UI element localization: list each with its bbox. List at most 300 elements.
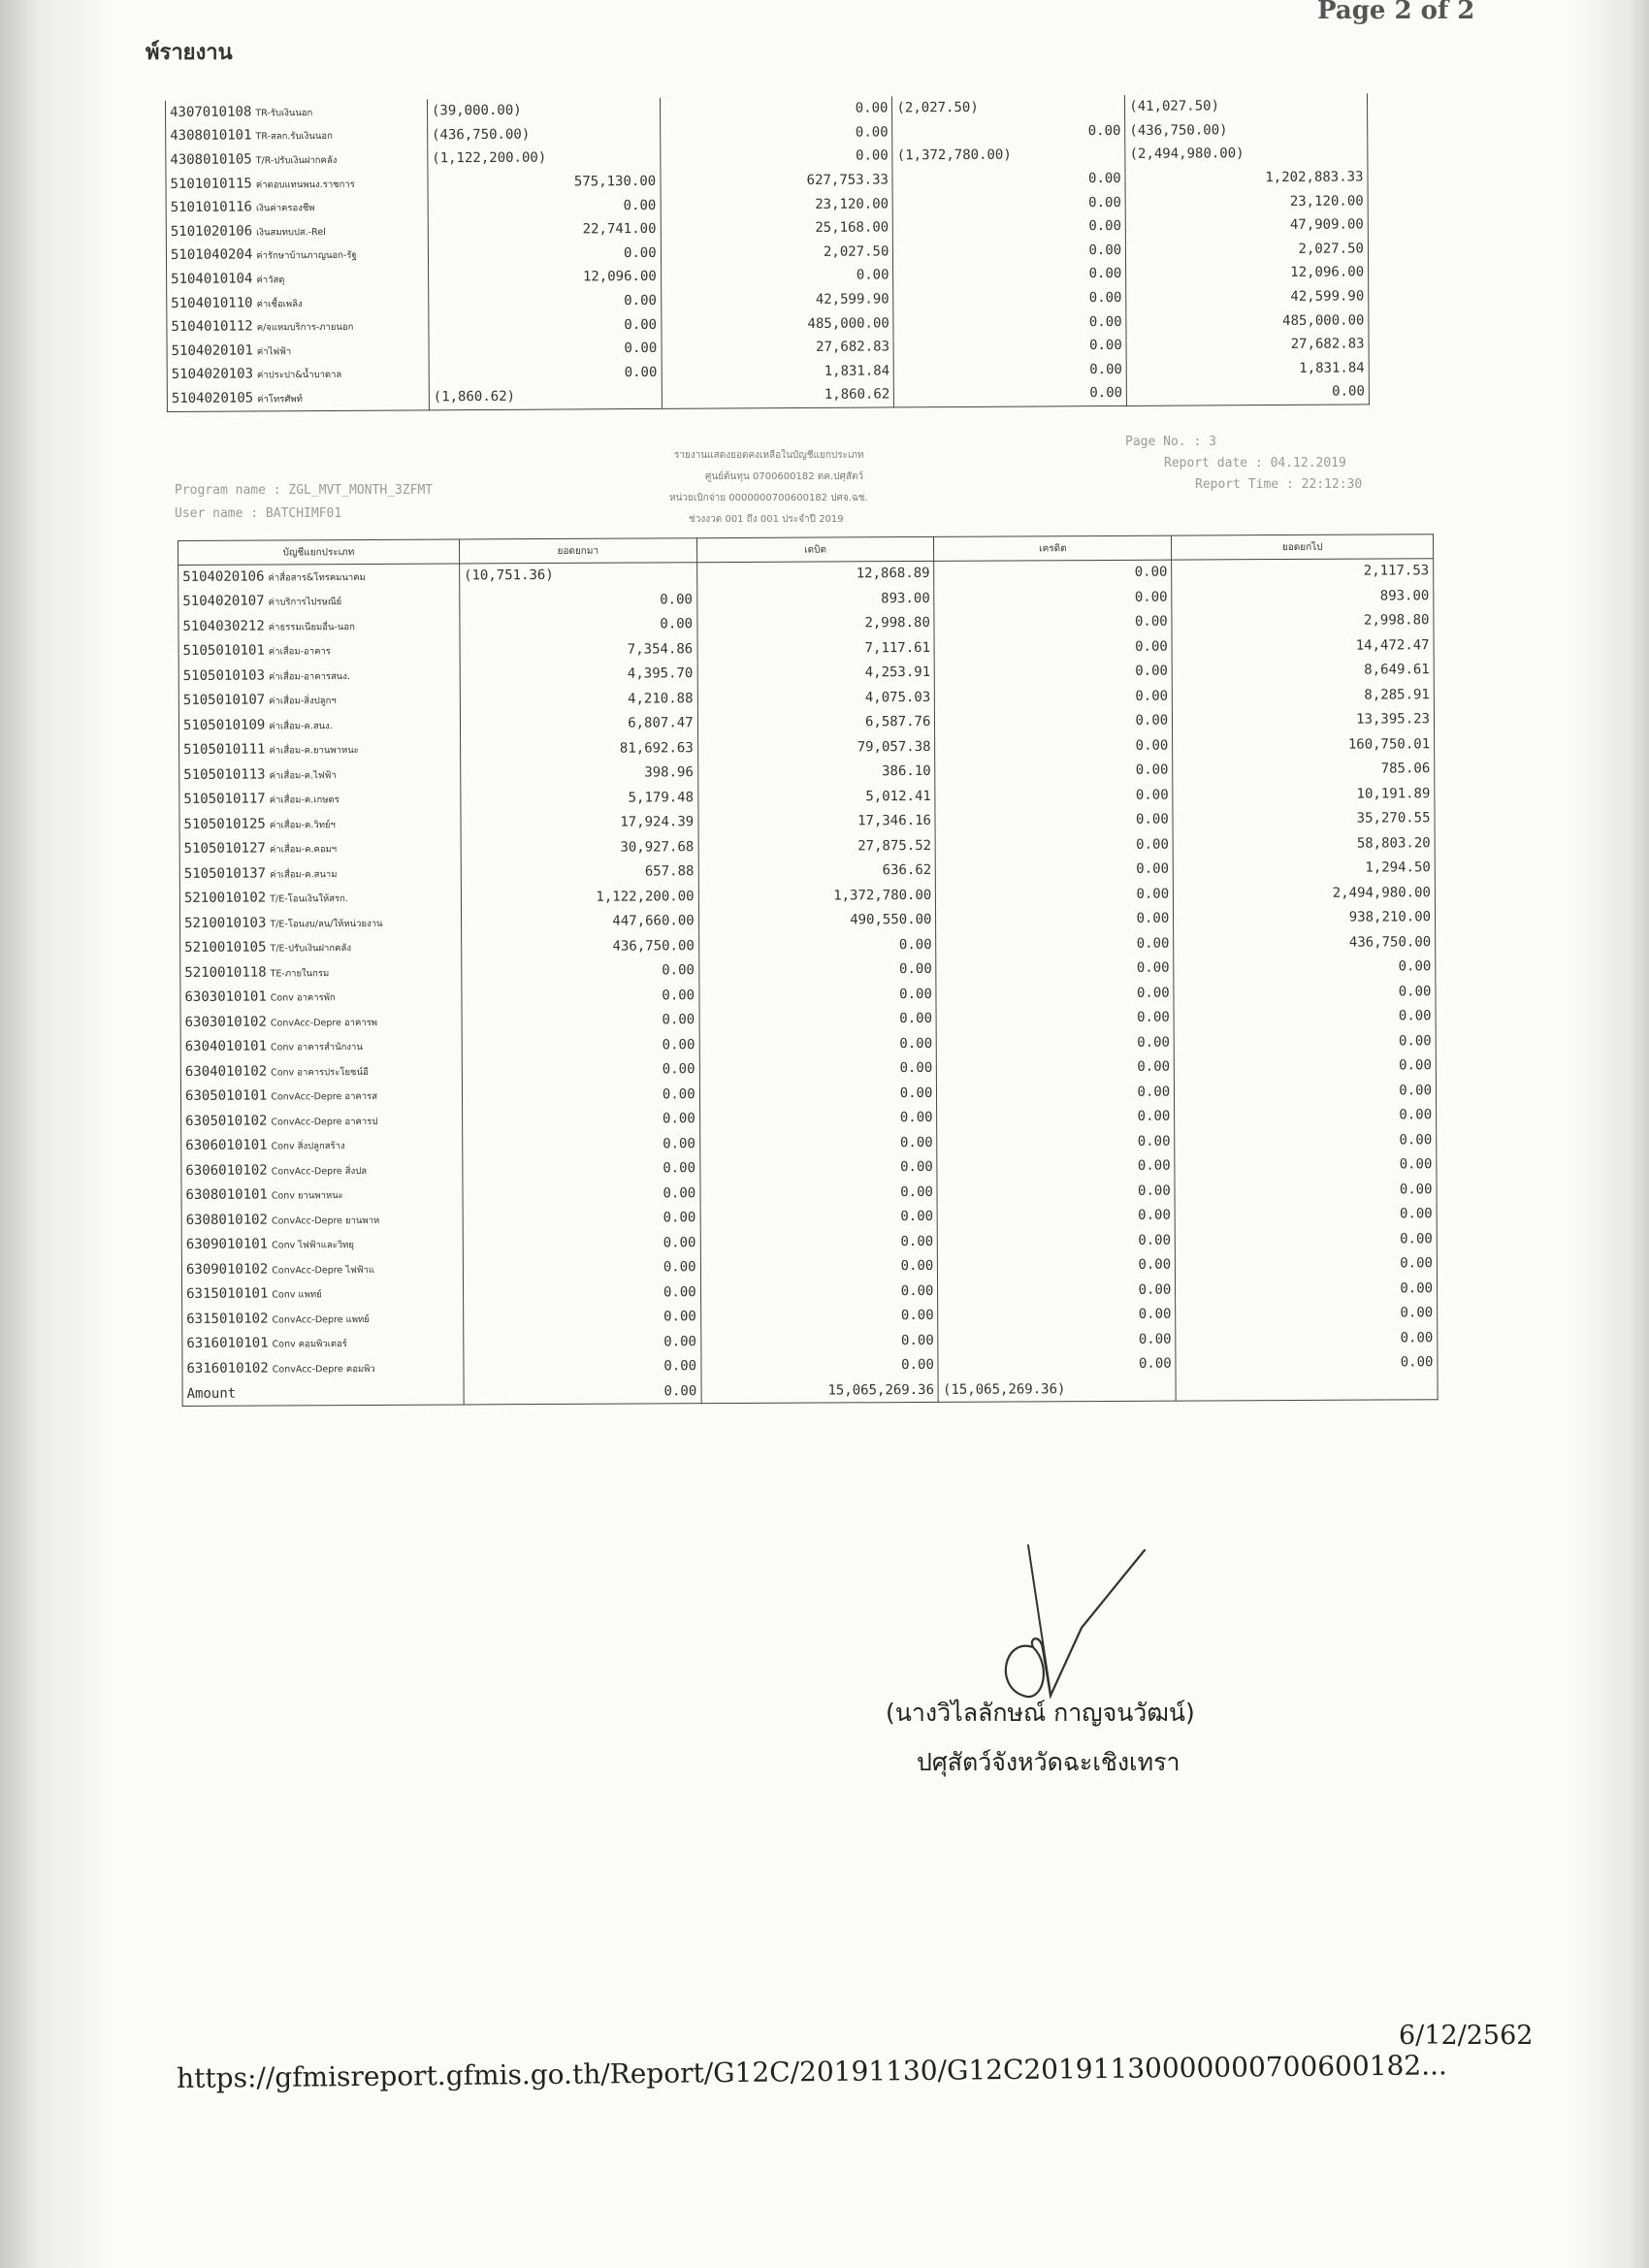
debit-cell: 893.00 bbox=[696, 586, 934, 612]
closing-cell: 10,191.89 bbox=[1173, 781, 1435, 807]
closing-cell: 47,909.00 bbox=[1125, 212, 1368, 238]
account-name: ค่ารักษาบ้านภาญนอก-รัฐ bbox=[256, 250, 357, 262]
account-name: ค่าบริการไปรษณีย์ bbox=[268, 597, 342, 608]
debit-cell: 4,253.91 bbox=[697, 660, 935, 686]
account-name: ค่าเสื่อม-อาคารสนง. bbox=[269, 670, 350, 683]
account-name: Conv อาคารพัก bbox=[270, 992, 336, 1004]
credit-cell: 0.00 bbox=[938, 1228, 1176, 1254]
opening-cell: 0.00 bbox=[462, 1057, 699, 1084]
credit-cell bbox=[892, 143, 1125, 168]
opening-negative: (436,750.00) bbox=[432, 126, 531, 144]
account-cell bbox=[181, 1256, 463, 1282]
credit-value: 0.00 bbox=[1088, 218, 1122, 235]
closing-cell: 0.00 bbox=[1175, 1202, 1437, 1228]
debit-cell: 23,120.00 bbox=[661, 192, 893, 217]
closing-cell: 2,998.80 bbox=[1172, 608, 1434, 634]
debit-cell: 0.00 bbox=[699, 1081, 937, 1107]
credit-value: 0.00 bbox=[1087, 171, 1121, 187]
account-name: ค่าสื่อสาร&โทรคมนาคม bbox=[268, 571, 366, 584]
opening-cell: 17,924.39 bbox=[461, 810, 698, 836]
col-header-debit: เดบิต bbox=[696, 536, 934, 562]
account-cell bbox=[178, 613, 460, 639]
credit-cell: 0.00 bbox=[937, 1129, 1175, 1155]
account-name: ค่าธรรมเนียมอื่น-นอก bbox=[268, 621, 355, 633]
opening-cell bbox=[428, 146, 661, 171]
account-name: ค่าเสื่อม-ค.ยานพาหนะ bbox=[269, 745, 359, 757]
opening-cell: 81,692.63 bbox=[460, 735, 697, 761]
account-name: Conv คอมพิวเตอร์ bbox=[272, 1339, 347, 1350]
debit-cell: 0.00 bbox=[700, 1303, 938, 1329]
debit-cell: 0.00 bbox=[700, 1229, 938, 1255]
ledger-table-main bbox=[178, 534, 1439, 1407]
account-cell bbox=[178, 712, 460, 738]
user-name: User name : BATCHIMF01 bbox=[175, 506, 342, 521]
credit-cell: 0.00 bbox=[937, 1030, 1175, 1056]
debit-cell: 0.00 bbox=[699, 1006, 937, 1032]
opening-negative: (39,000.00) bbox=[431, 103, 522, 119]
account-code: 5105010109 bbox=[182, 717, 266, 733]
opening-cell: 0.00 bbox=[463, 1206, 700, 1232]
opening-value: 0.00 bbox=[623, 244, 657, 261]
total-debit: 15,065,269.36 bbox=[701, 1377, 939, 1404]
credit-cell: 0.00 bbox=[935, 684, 1173, 710]
account-name: Conv แพทย์ bbox=[272, 1289, 322, 1301]
account-cell bbox=[166, 218, 428, 243]
account-code: 6306010102 bbox=[185, 1162, 268, 1179]
credit-negative: (1,372,780.00) bbox=[896, 147, 1012, 164]
report-date: Report date : 04.12.2019 bbox=[1164, 456, 1346, 470]
closing-cell: 0.00 bbox=[1176, 1301, 1438, 1327]
credit-cell: 0.00 bbox=[935, 708, 1173, 734]
credit-cell: 0.00 bbox=[935, 659, 1173, 685]
closing-cell: 0.00 bbox=[1174, 955, 1436, 981]
credit-cell bbox=[892, 95, 1125, 120]
credit-cell bbox=[893, 309, 1126, 335]
debit-cell: 0.00 bbox=[660, 145, 892, 170]
account-name: T/R-ปรับเงินฝากคลัง bbox=[255, 154, 338, 167]
opening-negative: (1,860.62) bbox=[433, 389, 516, 405]
account-cell bbox=[180, 1033, 462, 1059]
credit-cell bbox=[893, 214, 1126, 240]
credit-cell: 0.00 bbox=[935, 832, 1173, 859]
closing-cell: 0.00 bbox=[1174, 979, 1436, 1005]
cost-center: ศูนย์ต้นทุน 0700600182 ตค.ปศุสัตว์ bbox=[705, 471, 864, 482]
opening-value: 0.00 bbox=[623, 197, 657, 213]
opening-cell: 398.96 bbox=[461, 761, 698, 787]
debit-cell: 0.00 bbox=[661, 264, 893, 289]
program-name: Program name : ZGL_MVT_MONTH_3ZFMT bbox=[175, 483, 434, 498]
closing-cell: 0.00 bbox=[1175, 1053, 1437, 1080]
credit-cell bbox=[894, 381, 1127, 407]
closing-cell: 8,649.61 bbox=[1172, 658, 1434, 684]
account-cell bbox=[166, 123, 428, 148]
account-code: 5105010111 bbox=[183, 741, 266, 759]
credit-cell: 0.00 bbox=[938, 1278, 1176, 1304]
debit-cell: 0.00 bbox=[700, 1204, 938, 1230]
opening-cell: 0.00 bbox=[462, 1032, 699, 1058]
closing-cell: 0.00 bbox=[1126, 380, 1369, 406]
account-code: 5104020106 bbox=[182, 568, 265, 585]
account-code: 5104020103 bbox=[171, 366, 254, 383]
col-header-carried-forward: ยอดยกไป bbox=[1172, 535, 1434, 560]
closing-cell: 27,682.83 bbox=[1126, 332, 1369, 357]
closing-cell: 0.00 bbox=[1176, 1276, 1438, 1302]
debit-cell: 17,346.16 bbox=[698, 808, 936, 834]
account-cell bbox=[181, 1132, 463, 1158]
opening-cell bbox=[428, 193, 661, 218]
account-cell bbox=[165, 99, 427, 124]
account-name: ค่าเสื่อม-ค.ไฟฟ้า bbox=[269, 769, 337, 782]
opening-cell: 0.00 bbox=[463, 1181, 700, 1207]
credit-value: 0.00 bbox=[1088, 290, 1122, 307]
account-name: ค่าเสื่อม-ค.วิทย์ฯ bbox=[269, 819, 336, 831]
credit-cell: 0.00 bbox=[938, 1252, 1176, 1279]
account-cell bbox=[166, 171, 428, 196]
account-cell bbox=[179, 885, 461, 911]
account-code: 6308010102 bbox=[185, 1212, 269, 1228]
account-name: Conv ยานพาหนะ bbox=[271, 1190, 343, 1202]
debit-cell: 627,753.33 bbox=[661, 168, 893, 193]
credit-cell: 0.00 bbox=[935, 783, 1173, 809]
account-code: 6306010101 bbox=[185, 1137, 268, 1154]
account-cell bbox=[182, 1330, 464, 1356]
credit-value: 0.00 bbox=[1088, 313, 1122, 330]
credit-cell bbox=[892, 167, 1125, 192]
account-name: ค่าไฟฟ้า bbox=[256, 345, 292, 358]
closing-cell: 13,395.23 bbox=[1173, 707, 1435, 733]
top-left-label: พ์รายงาน bbox=[146, 40, 233, 65]
account-name: Conv อาคารสำนักงาน bbox=[271, 1042, 363, 1053]
account-name: ค่าวัสดุ bbox=[256, 275, 285, 286]
account-code: 4308010105 bbox=[170, 151, 252, 168]
account-name: เงินสมทบปส.-Rel bbox=[256, 226, 326, 239]
account-name: ConvAcc-Depre คอมพิว bbox=[272, 1363, 375, 1376]
account-cell bbox=[181, 1231, 463, 1257]
account-code: 6308010101 bbox=[185, 1186, 268, 1204]
opening-cell: (10,751.36) bbox=[459, 563, 696, 589]
closing-cell: 485,000.00 bbox=[1126, 308, 1369, 334]
credit-cell: 0.00 bbox=[938, 1327, 1176, 1353]
report-title: รายงานแสดงยอดคงเหลือในบัญชีแยกประเภท bbox=[674, 450, 864, 461]
opening-cell: 0.00 bbox=[462, 1082, 699, 1108]
credit-cell bbox=[893, 262, 1126, 287]
debit-cell: 1,372,780.00 bbox=[698, 883, 936, 909]
account-code: 5104020105 bbox=[171, 390, 254, 406]
credit-cell: 0.00 bbox=[937, 1179, 1175, 1205]
closing-cell: 436,750.00 bbox=[1174, 929, 1436, 956]
account-name: Conv ไฟฟ้าและวิทยุ bbox=[272, 1240, 355, 1251]
opening-cell: 436,750.00 bbox=[461, 933, 698, 959]
closing-cell: 1,202,883.33 bbox=[1125, 165, 1368, 190]
credit-value: 0.00 bbox=[1087, 122, 1121, 140]
debit-cell: 485,000.00 bbox=[662, 311, 894, 337]
account-code: 5210010105 bbox=[184, 939, 267, 956]
closing-cell: 0.00 bbox=[1176, 1350, 1438, 1377]
opening-cell: 1,122,200.00 bbox=[461, 884, 698, 910]
credit-cell: 0.00 bbox=[934, 585, 1172, 611]
opening-value: 12,096.00 bbox=[582, 269, 657, 285]
account-code: 5101040204 bbox=[170, 246, 253, 264]
closing-cell: 893.00 bbox=[1172, 583, 1434, 609]
credit-cell: 0.00 bbox=[936, 931, 1174, 957]
opening-cell bbox=[428, 170, 661, 195]
credit-value: 0.00 bbox=[1089, 385, 1123, 402]
account-code: 6309010101 bbox=[185, 1236, 269, 1253]
opening-value: 0.00 bbox=[624, 316, 658, 333]
debit-cell: 0.00 bbox=[699, 1105, 937, 1131]
account-cell bbox=[178, 687, 460, 713]
account-cell bbox=[179, 835, 461, 861]
closing-cell: 12,096.00 bbox=[1126, 261, 1369, 286]
closing-cell: 0.00 bbox=[1175, 1152, 1437, 1179]
closing-cell: 23,120.00 bbox=[1125, 189, 1368, 214]
footer-url[interactable]: https://gfmisreport.gfmis.go.th/Report/G12C/20191130/G12C20191130000000700600182... bbox=[177, 2049, 1447, 2094]
account-cell bbox=[181, 1157, 463, 1183]
page-no: Page No. : 3 bbox=[1125, 435, 1216, 449]
account-code: 5105010107 bbox=[182, 692, 266, 709]
total-opening: 0.00 bbox=[464, 1378, 701, 1405]
debit-cell: 0.00 bbox=[700, 1328, 938, 1354]
debit-cell: 7,117.61 bbox=[697, 635, 935, 662]
debit-cell: 0.00 bbox=[660, 96, 892, 121]
account-name: เงินค่าครองชีพ bbox=[255, 203, 315, 214]
account-code: 5105010103 bbox=[182, 667, 266, 684]
closing-cell: 2,027.50 bbox=[1126, 237, 1369, 262]
opening-cell bbox=[429, 312, 662, 338]
total-closing bbox=[1176, 1375, 1438, 1401]
account-cell bbox=[166, 195, 428, 220]
credit-cell bbox=[893, 239, 1126, 264]
account-name: Conv อาคารประโยชน์อื bbox=[271, 1066, 369, 1079]
account-name: T/E-โอนงบ/ลน/ให้หน่วยงาน bbox=[270, 918, 383, 930]
opening-cell: 0.00 bbox=[464, 1329, 701, 1355]
credit-cell: 0.00 bbox=[937, 1104, 1175, 1130]
account-code: 5210010103 bbox=[184, 915, 267, 931]
account-cell bbox=[167, 290, 429, 315]
account-cell bbox=[180, 959, 462, 986]
closing-cell: 0.00 bbox=[1175, 1226, 1437, 1252]
credit-cell: 0.00 bbox=[936, 956, 1174, 982]
account-cell bbox=[180, 934, 462, 960]
credit-cell: 0.00 bbox=[936, 857, 1174, 883]
opening-cell bbox=[429, 289, 662, 314]
account-cell bbox=[182, 1280, 464, 1307]
account-code: 6316010101 bbox=[186, 1335, 269, 1352]
account-code: 5105010127 bbox=[183, 840, 267, 858]
debit-cell: 0.00 bbox=[698, 932, 936, 958]
closing-cell: 0.00 bbox=[1176, 1251, 1438, 1278]
account-name: ConvAcc-Depre อาคารพ bbox=[270, 1017, 378, 1029]
opening-cell: 4,395.70 bbox=[460, 662, 697, 688]
closing-cell: 0.00 bbox=[1175, 1078, 1437, 1104]
account-code: 5104020101 bbox=[171, 342, 253, 359]
opening-cell: 0.00 bbox=[460, 612, 697, 638]
opening-cell bbox=[429, 337, 662, 362]
opening-cell bbox=[428, 241, 661, 266]
opening-cell: 0.00 bbox=[462, 958, 699, 985]
closing-cell: (436,750.00) bbox=[1125, 117, 1368, 143]
opening-cell: 0.00 bbox=[463, 1131, 700, 1157]
debit-cell: 79,057.38 bbox=[697, 734, 935, 761]
account-name: ConvAcc-Depre สิ่งปล bbox=[271, 1165, 368, 1178]
account-cell bbox=[180, 910, 462, 936]
account-name: ค่าเสื่อม-อาคาร bbox=[268, 646, 331, 658]
closing-cell: 8,285.91 bbox=[1173, 682, 1435, 708]
opening-cell bbox=[428, 121, 661, 146]
credit-cell: 0.00 bbox=[936, 906, 1174, 932]
debit-cell: 636.62 bbox=[698, 858, 936, 884]
credit-cell bbox=[892, 190, 1125, 215]
closing-cell: 0.00 bbox=[1175, 1127, 1437, 1153]
debit-cell: 0.00 bbox=[700, 1279, 938, 1305]
credit-negative: (2,027.50) bbox=[896, 100, 979, 116]
closing-cell: 42,599.90 bbox=[1126, 284, 1369, 309]
account-cell bbox=[179, 761, 461, 788]
debit-cell: 490,550.00 bbox=[698, 907, 936, 933]
credit-cell: 0.00 bbox=[936, 981, 1174, 1007]
account-code: 6315010101 bbox=[186, 1285, 269, 1303]
opening-cell: 5,179.48 bbox=[461, 785, 698, 811]
closing-cell: 0.00 bbox=[1175, 1177, 1437, 1203]
account-cell bbox=[179, 786, 461, 812]
closing-cell: 2,494,980.00 bbox=[1174, 880, 1436, 906]
closing-cell: 1,294.50 bbox=[1173, 856, 1435, 882]
debit-cell: 25,168.00 bbox=[661, 215, 893, 241]
account-code: 6309010102 bbox=[185, 1261, 269, 1278]
debit-cell: 42,599.90 bbox=[661, 287, 893, 312]
account-code: 5101010115 bbox=[170, 176, 252, 192]
account-cell bbox=[178, 564, 460, 590]
account-name: TE-ภายในกรม bbox=[270, 967, 330, 980]
debit-cell: 0.00 bbox=[699, 1031, 937, 1057]
credit-cell: 0.00 bbox=[938, 1203, 1176, 1229]
opening-cell bbox=[429, 384, 662, 410]
account-code: 6305010102 bbox=[185, 1113, 268, 1129]
debit-cell: 2,998.80 bbox=[697, 610, 935, 636]
account-cell bbox=[180, 984, 462, 1010]
opening-cell: 0.00 bbox=[462, 1107, 699, 1133]
account-code: 6303010101 bbox=[184, 988, 267, 1006]
opening-cell: 0.00 bbox=[463, 1255, 700, 1281]
account-name: TR-สลก.รับเงินนอก bbox=[255, 131, 333, 143]
account-code: 5105010125 bbox=[183, 816, 266, 832]
account-cell bbox=[180, 1058, 462, 1085]
credit-cell: 0.00 bbox=[938, 1351, 1176, 1377]
debit-cell: 386.10 bbox=[697, 759, 935, 785]
account-cell bbox=[181, 1182, 463, 1208]
account-cell bbox=[167, 362, 429, 387]
closing-cell: 160,750.01 bbox=[1173, 731, 1435, 758]
credit-cell: 0.00 bbox=[935, 758, 1173, 784]
opening-negative: (1,122,200.00) bbox=[432, 150, 547, 167]
credit-cell: 0.00 bbox=[934, 609, 1172, 635]
account-cell bbox=[180, 1009, 462, 1035]
account-cell bbox=[167, 267, 429, 292]
credit-cell: 0.00 bbox=[935, 733, 1173, 760]
account-cell bbox=[167, 314, 429, 340]
credit-cell: 0.00 bbox=[937, 1080, 1175, 1106]
account-code: 5104010110 bbox=[171, 294, 253, 311]
account-code: 5104020107 bbox=[182, 593, 265, 610]
account-name: ค่าโทรศัพท์ bbox=[257, 394, 303, 405]
debit-cell: 0.00 bbox=[699, 1130, 937, 1156]
opening-cell: 447,660.00 bbox=[461, 909, 698, 935]
debit-cell: 0.00 bbox=[701, 1352, 939, 1378]
account-code: 6315010102 bbox=[186, 1311, 269, 1327]
footer-date: 6/12/2562 bbox=[1399, 2021, 1534, 2051]
account-name: Conv สิ่งปลูกสร้าง bbox=[271, 1141, 345, 1152]
account-name: ค่าเสื่อม-ค.เกษตร bbox=[269, 794, 340, 806]
account-cell bbox=[178, 663, 460, 689]
debit-cell: 0.00 bbox=[699, 982, 937, 1008]
credit-cell: 0.00 bbox=[934, 634, 1172, 661]
credit-value: 0.00 bbox=[1088, 266, 1122, 282]
closing-cell: 938,210.00 bbox=[1174, 905, 1436, 931]
account-code: 5105010117 bbox=[183, 791, 266, 808]
account-name: ค/จแหมบริการ-ภายนอก bbox=[256, 321, 354, 334]
closing-cell: 0.00 bbox=[1174, 1028, 1436, 1054]
opening-cell: 0.00 bbox=[462, 1008, 699, 1034]
account-cell bbox=[178, 637, 460, 664]
opening-cell: 657.88 bbox=[461, 859, 698, 886]
debit-cell: 1,831.84 bbox=[662, 359, 894, 384]
debit-cell: 0.00 bbox=[699, 1154, 937, 1181]
account-name: ConvAcc-Depre อาคารป bbox=[271, 1116, 378, 1128]
account-name: ค่าเสื่อม-สิ่งปลูกฯ bbox=[269, 696, 337, 707]
account-cell bbox=[179, 811, 461, 837]
debit-cell: 0.00 bbox=[698, 956, 936, 983]
account-name: ค่าเสื่อม-ค.คอมฯ bbox=[269, 844, 338, 856]
closing-cell: (2,494,980.00) bbox=[1125, 142, 1368, 167]
credit-cell bbox=[893, 286, 1126, 311]
period: ช่วงงวด 001 ถึง 001 ประจำปี 2019 bbox=[689, 514, 844, 525]
opening-cell bbox=[427, 98, 660, 123]
col-header-brought-forward: ยอดยกมา bbox=[459, 538, 696, 564]
closing-cell: 2,117.53 bbox=[1172, 559, 1434, 585]
opening-cell: 0.00 bbox=[462, 983, 699, 1009]
opening-cell: 0.00 bbox=[463, 1156, 700, 1183]
total-label: Amount bbox=[182, 1379, 464, 1406]
ledger-table-top bbox=[165, 93, 1370, 411]
opening-value: 22,741.00 bbox=[582, 221, 657, 238]
credit-cell: 0.00 bbox=[937, 1054, 1175, 1081]
debit-cell: 0.00 bbox=[700, 1253, 938, 1280]
credit-value: 0.00 bbox=[1088, 194, 1121, 211]
credit-cell: 0.00 bbox=[936, 1005, 1174, 1031]
opening-cell bbox=[428, 265, 661, 290]
opening-cell bbox=[429, 360, 662, 385]
account-code: 5104010112 bbox=[171, 318, 253, 336]
debit-cell: 0.00 bbox=[700, 1180, 938, 1206]
credit-cell: 0.00 bbox=[935, 807, 1173, 833]
closing-cell: (41,027.50) bbox=[1125, 93, 1368, 118]
account-cell bbox=[167, 338, 429, 363]
closing-cell: 58,803.20 bbox=[1173, 830, 1435, 857]
account-name: T/E-โอนเงินให้สรก. bbox=[270, 893, 348, 905]
account-name: T/E-ปรับเงินฝากคลัง bbox=[270, 943, 351, 955]
opening-cell: 0.00 bbox=[463, 1305, 700, 1331]
col-header-credit: เครดิต bbox=[934, 535, 1172, 561]
account-code: 6316010102 bbox=[186, 1360, 269, 1377]
account-code: 5101010116 bbox=[170, 199, 253, 216]
closing-cell: 35,270.55 bbox=[1173, 806, 1435, 832]
signatory-title: ปศุสัตว์จังหวัดฉะเชิงเทรา bbox=[917, 1748, 1180, 1776]
credit-cell: 0.00 bbox=[937, 1153, 1175, 1180]
account-name: ConvAcc-Depre ไฟฟ้าแ bbox=[272, 1264, 375, 1277]
account-code: 5105010101 bbox=[182, 642, 265, 660]
account-code: 5210010102 bbox=[183, 890, 267, 907]
account-name: ค่าประปา&น้ำบาดาล bbox=[256, 370, 342, 381]
